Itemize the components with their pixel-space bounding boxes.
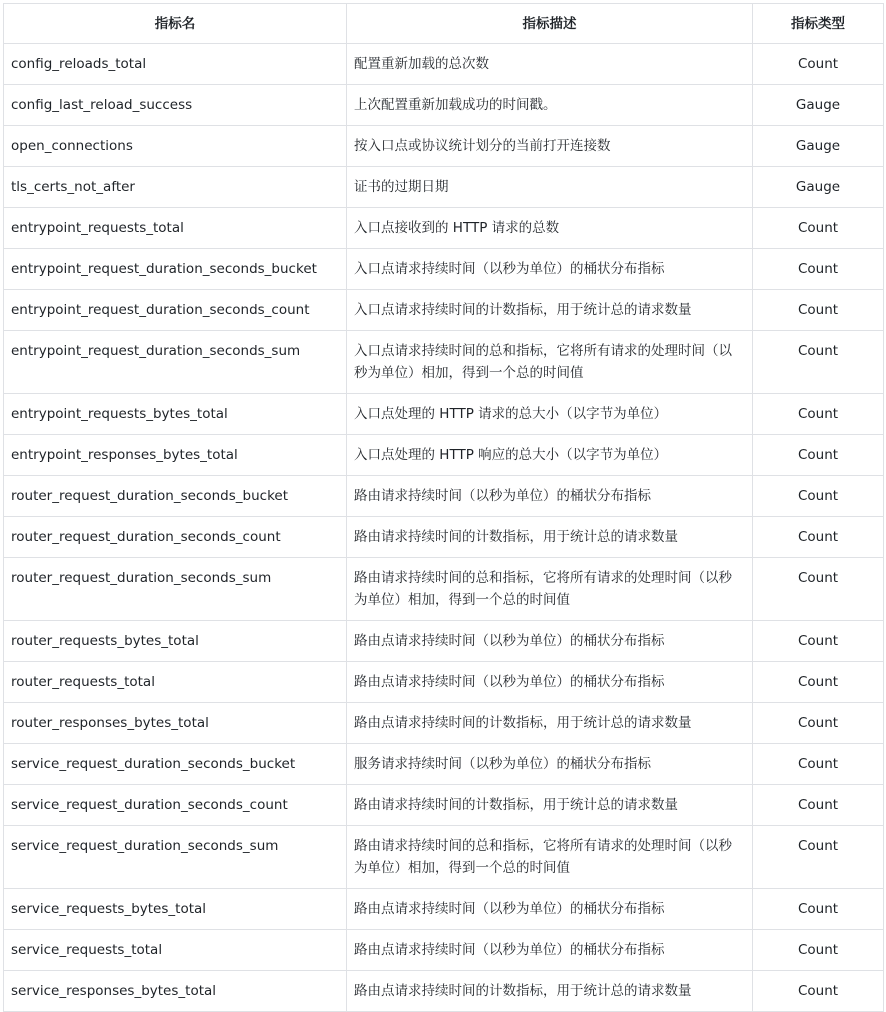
metric-description-cell: 路由点请求持续时间的计数指标，用于统计总的请求数量 (347, 703, 753, 744)
metric-name-cell: router_requests_total (4, 662, 347, 703)
table-row (4, 167, 884, 208)
header-metric-name: 指标名 (4, 4, 347, 44)
metric-description-cell: 路由请求持续时间的总和指标，它将所有请求的处理时间（以秒为单位）相加，得到一个总的时间值 (347, 558, 753, 621)
metric-description-cell: 入口点处理的 HTTP 响应的总大小（以字节为单位） (347, 435, 753, 476)
table-row (4, 744, 884, 785)
table-row (4, 662, 884, 703)
metric-description-cell: 路由点请求持续时间的计数指标，用于统计总的请求数量 (347, 971, 753, 1012)
header-metric-type: 指标类型 (753, 4, 884, 44)
metric-type-cell: Count (753, 889, 884, 930)
metric-name-cell: open_connections (4, 126, 347, 167)
metric-type-cell: Gauge (753, 126, 884, 167)
metric-name-cell: entrypoint_requests_total (4, 208, 347, 249)
metric-type-cell: Count (753, 744, 884, 785)
metric-description-cell: 证书的过期日期 (347, 167, 753, 208)
table-row (4, 703, 884, 744)
table-row (4, 249, 884, 290)
table-row (4, 44, 884, 85)
metric-description-cell: 路由请求持续时间的计数指标，用于统计总的请求数量 (347, 517, 753, 558)
table-row (4, 785, 884, 826)
table-row (4, 971, 884, 1012)
metric-name-cell: tls_certs_not_after (4, 167, 347, 208)
metric-description-cell: 路由点请求持续时间（以秒为单位）的桶状分布指标 (347, 662, 753, 703)
table-header (4, 4, 884, 44)
metric-description-cell: 路由请求持续时间（以秒为单位）的桶状分布指标 (347, 476, 753, 517)
metric-type-cell: Count (753, 249, 884, 290)
metric-type-cell: Count (753, 558, 884, 621)
metric-type-cell: Count (753, 662, 884, 703)
table-row (4, 126, 884, 167)
metric-type-cell: Count (753, 826, 884, 889)
metric-description-cell: 配置重新加载的总次数 (347, 44, 753, 85)
metric-name-cell: router_request_duration_seconds_bucket (4, 476, 347, 517)
metric-name-cell: entrypoint_request_duration_seconds_count (4, 290, 347, 331)
metric-description-cell: 入口点处理的 HTTP 请求的总大小（以字节为单位） (347, 394, 753, 435)
metric-description-cell: 路由点请求持续时间（以秒为单位）的桶状分布指标 (347, 930, 753, 971)
metrics-table (3, 3, 884, 1012)
metric-type-cell: Count (753, 44, 884, 85)
metric-description-cell: 路由点请求持续时间（以秒为单位）的桶状分布指标 (347, 889, 753, 930)
metric-type-cell: Gauge (753, 167, 884, 208)
table-row (4, 85, 884, 126)
header-row (4, 4, 884, 44)
metric-name-cell: entrypoint_request_duration_seconds_sum (4, 331, 347, 394)
metric-description-cell: 按入口点或协议统计划分的当前打开连接数 (347, 126, 753, 167)
metric-name-cell: router_request_duration_seconds_sum (4, 558, 347, 621)
table-row (4, 517, 884, 558)
metric-name-cell: service_request_duration_seconds_sum (4, 826, 347, 889)
table-row (4, 290, 884, 331)
metric-name-cell: service_requests_bytes_total (4, 889, 347, 930)
table-row (4, 435, 884, 476)
metric-description-cell: 入口点请求持续时间的总和指标，它将所有请求的处理时间（以秒为单位）相加，得到一个总的时间值 (347, 331, 753, 394)
table-row (4, 558, 884, 621)
metric-description-cell: 路由点请求持续时间（以秒为单位）的桶状分布指标 (347, 621, 753, 662)
metric-name-cell: config_reloads_total (4, 44, 347, 85)
metric-name-cell: router_responses_bytes_total (4, 703, 347, 744)
metric-name-cell: entrypoint_request_duration_seconds_bucket (4, 249, 347, 290)
metric-description-cell: 入口点接收到的 HTTP 请求的总数 (347, 208, 753, 249)
metric-name-cell: service_requests_total (4, 930, 347, 971)
metric-type-cell: Count (753, 208, 884, 249)
metric-name-cell: router_requests_bytes_total (4, 621, 347, 662)
metric-type-cell: Count (753, 930, 884, 971)
header-metric-description: 指标描述 (347, 4, 753, 44)
table-row (4, 930, 884, 971)
metric-description-cell: 服务请求持续时间（以秒为单位）的桶状分布指标 (347, 744, 753, 785)
metric-type-cell: Count (753, 621, 884, 662)
table-row (4, 889, 884, 930)
metric-description-cell: 上次配置重新加载成功的时间戳。 (347, 85, 753, 126)
metric-name-cell: service_responses_bytes_total (4, 971, 347, 1012)
metric-type-cell: Count (753, 394, 884, 435)
metric-type-cell: Count (753, 971, 884, 1012)
metric-type-cell: Count (753, 517, 884, 558)
metric-name-cell: service_request_duration_seconds_count (4, 785, 347, 826)
metric-type-cell: Count (753, 703, 884, 744)
table-row (4, 621, 884, 662)
table-row (4, 208, 884, 249)
table-body (4, 44, 884, 1012)
metric-description-cell: 入口点请求持续时间（以秒为单位）的桶状分布指标 (347, 249, 753, 290)
metric-type-cell: Count (753, 435, 884, 476)
table-row (4, 476, 884, 517)
metric-description-cell: 路由请求持续时间的计数指标，用于统计总的请求数量 (347, 785, 753, 826)
metric-description-cell: 路由请求持续时间的总和指标，它将所有请求的处理时间（以秒为单位）相加，得到一个总的时间值 (347, 826, 753, 889)
table-row (4, 331, 884, 394)
metric-type-cell: Count (753, 290, 884, 331)
metric-description-cell: 入口点请求持续时间的计数指标，用于统计总的请求数量 (347, 290, 753, 331)
metric-type-cell: Count (753, 331, 884, 394)
table-row (4, 394, 884, 435)
table-row (4, 826, 884, 889)
metric-name-cell: entrypoint_requests_bytes_total (4, 394, 347, 435)
metric-name-cell: config_last_reload_success (4, 85, 347, 126)
metric-type-cell: Count (753, 785, 884, 826)
metric-type-cell: Count (753, 476, 884, 517)
metric-name-cell: entrypoint_responses_bytes_total (4, 435, 347, 476)
metric-name-cell: router_request_duration_seconds_count (4, 517, 347, 558)
metric-type-cell: Gauge (753, 85, 884, 126)
metric-name-cell: service_request_duration_seconds_bucket (4, 744, 347, 785)
